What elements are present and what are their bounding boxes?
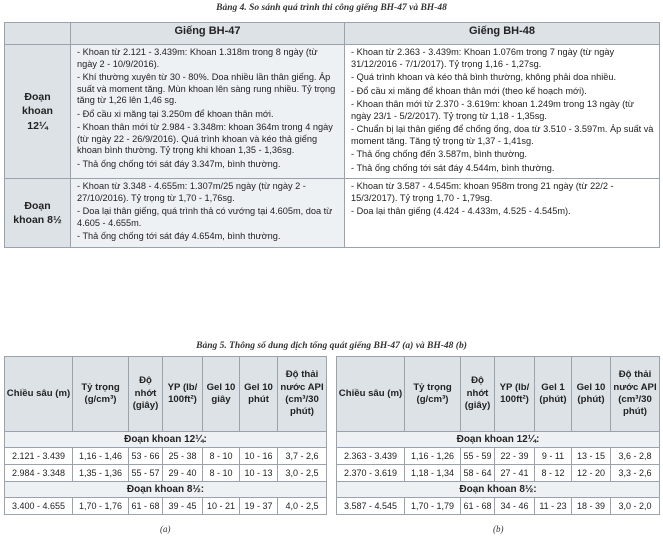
table4-cell-bh48 xyxy=(345,179,660,248)
table-cell: 1,70 - 1,76 xyxy=(73,498,129,515)
list-item: - Khí thường xuyên từ 30 - 80%. Doa nhiều lần thân giếng. Áp suất và moment tăng. Mùn khoan lên sàng rung nhiều. Tỷ trọng tăng từ 1,26 lên 1,46 sg. xyxy=(77,72,336,105)
list-item: - Khoan thân mới từ 2.984 - 3.348m: khoan 364m trong 4 ngày (từ ngày 22 - 26/9/2016). Quá trình khoan và kéo thả giếng khoan bình thường. Tỷ trọng khi khoan 1,35 - 1,36sg. xyxy=(77,122,333,155)
table-cell: 3,0 - 2,5 xyxy=(278,465,327,482)
table-cell: 22 - 39 xyxy=(495,448,535,465)
table-cell: 3.400 - 4.655 xyxy=(5,498,73,515)
table-cell: 4,0 - 2,5 xyxy=(278,498,327,515)
table-row xyxy=(5,448,327,465)
table-cell: 13 - 15 xyxy=(572,448,611,465)
table-cell: 55 - 57 xyxy=(129,465,163,482)
list-item: - Chuẩn bị lại thân giếng để chống ống, doa từ 3.510 - 3.597m. Áp suất và moment tăng. Tăng tỷ trọng từ 1,37 - 1,41sg. xyxy=(351,124,654,146)
table-cell: 10 - 21 xyxy=(203,498,240,515)
table-cell: 1,35 - 1,36 xyxy=(73,465,129,482)
row-label-line: Đoạn xyxy=(24,91,51,104)
table5-header-cell: Độ thải nước API (cm³/30 phút) xyxy=(278,357,327,432)
table5a-label: (a) xyxy=(160,524,171,534)
table5-header-row xyxy=(5,357,327,432)
table5-header-cell: Gel 10 (phút) xyxy=(572,357,611,432)
table-cell: 12 - 20 xyxy=(572,465,611,482)
list-item: - Thả ống chống đến 3.587m, bình thường. xyxy=(351,149,527,159)
table-cell: 3,3 - 2,6 xyxy=(611,465,660,482)
table-cell: 53 - 66 xyxy=(129,448,163,465)
table-cell: 2.370 - 3.619 xyxy=(337,465,405,482)
list-item: - Khoan từ 2.363 - 3.439m: Khoan 1.076m trong 7 ngày (từ ngày 31/12/2016 - 7/1/2017). Tỷ trọng 1,16 - 1,27sg. xyxy=(351,47,615,69)
table5-header-cell: Tỷ trọng (g/cm³) xyxy=(73,357,129,432)
table5b-label: (b) xyxy=(493,524,504,534)
table5-header-cell: YP (lb/ 100ft²) xyxy=(163,357,203,432)
table-cell: 3,7 - 2,6 xyxy=(278,448,327,465)
list-item: - Đổ cầu xi măng tại 3.250m để khoan thân mới. xyxy=(77,108,274,119)
table4-header-bh47: Giếng BH-47 xyxy=(71,23,345,45)
table-row xyxy=(5,498,327,515)
table-cell: 8 - 10 xyxy=(203,448,240,465)
table5-group-row xyxy=(5,432,327,448)
row-label-line: 12¼ xyxy=(27,119,48,132)
table4-caption: Bảng 4. So sánh quá trình thi công giếng BH-47 và BH-48 xyxy=(216,3,447,13)
table-cell: 10 - 16 xyxy=(240,448,278,465)
list-item: - Thả ống chống tới sát đáy 4.654m, bình thường. xyxy=(77,231,281,241)
table5-group-row xyxy=(337,482,660,498)
table5-group-label: Đoạn khoan 8½: xyxy=(5,482,327,498)
table-row xyxy=(5,465,327,482)
table-cell: 8 - 10 xyxy=(203,465,240,482)
table-cell: 27 - 41 xyxy=(495,465,535,482)
table4-comparison xyxy=(4,22,660,248)
table-cell: 25 - 38 xyxy=(163,448,203,465)
table4-row xyxy=(5,45,660,179)
table5-header-cell: YP (lb/ 100ft²) xyxy=(495,357,535,432)
list-item: - Khoan từ 3.348 - 4.655m: 1.307m/25 ngày (từ ngày 2 - 27/10/2016). Tỷ trọng từ 1,70 - 1,76sg. xyxy=(77,181,306,203)
table5-header-cell: Chiều sâu (m) xyxy=(5,357,73,432)
table-row xyxy=(337,498,660,515)
table-cell: 61 - 68 xyxy=(461,498,495,515)
table-cell: 3.587 - 4.545 xyxy=(337,498,405,515)
table5-group-label: Đoạn khoan 12¼: xyxy=(337,432,660,448)
list-item: - Thả ống chống tới sát đáy 4.544m, bình thường. xyxy=(351,162,555,173)
table4-cell-bh47 xyxy=(71,45,345,179)
table-cell: 2.984 - 3.348 xyxy=(5,465,73,482)
table5-caption: Bảng 5. Thông số dung dịch tổng quát giếng BH-47 (a) và BH-48 (b) xyxy=(196,341,467,351)
table-cell: 9 - 11 xyxy=(535,448,572,465)
table5-group-row xyxy=(337,432,660,448)
table-cell: 11 - 23 xyxy=(535,498,572,515)
table4-header-empty xyxy=(5,23,71,45)
table-cell: 19 - 37 xyxy=(240,498,278,515)
table4-row-label xyxy=(5,45,71,179)
table4-header-row xyxy=(5,23,660,45)
row-label-line: khoan xyxy=(22,105,53,118)
table5-header-cell: Gel 10 giây xyxy=(203,357,240,432)
table4-cell-bh48 xyxy=(345,45,660,179)
table4-cell-bh47 xyxy=(71,179,345,248)
table5-header-cell: Gel 10 phút xyxy=(240,357,278,432)
table4-row-label xyxy=(5,179,71,248)
list-item: - Khoan thân mới từ 2.370 - 3.619m: khoan 1.249m trong 13 ngày (từ ngày 23/1 - 5/2/2017). Tỷ trọng từ 1,18 - 1,35sg. xyxy=(351,99,634,121)
table-cell: 1,70 - 1,79 xyxy=(405,498,461,515)
table5-header-cell: Độ thải nước API (cm³/30 phút) xyxy=(611,357,660,432)
row-label-line: Đoạn xyxy=(24,199,51,212)
table5-group-label: Đoạn khoan 8½: xyxy=(337,482,660,498)
table-cell: 1,16 - 1,46 xyxy=(73,448,129,465)
table5-header-cell: Độ nhớt (giây) xyxy=(129,357,163,432)
list-item: - Khoan từ 3.587 - 4.545m: khoan 958m trong 21 ngày (từ 22/2 - 15/3/2017). Tỷ trọng 1,70 - 1,79sg. xyxy=(351,181,614,203)
list-item: - Đổ cầu xi măng để khoan thân mới (theo kế hoạch mới). xyxy=(351,85,587,96)
table5-group-row xyxy=(5,482,327,498)
table5-group-label: Đoạn khoan 12¼: xyxy=(5,432,327,448)
list-item: - Thả ống chống tới sát đáy 3.347m, bình thường. xyxy=(77,158,281,169)
table-cell: 1,16 - 1,26 xyxy=(405,448,461,465)
table-cell: 29 - 40 xyxy=(163,465,203,482)
table-cell: 58 - 64 xyxy=(461,465,495,482)
table-cell: 3,6 - 2,8 xyxy=(611,448,660,465)
table4-header-bh48: Giếng BH-48 xyxy=(345,23,660,45)
table-cell: 10 - 13 xyxy=(240,465,278,482)
table5-header-cell: Độ nhớt (giây) xyxy=(461,357,495,432)
table5-header-cell: Tỷ trọng (g/cm³) xyxy=(405,357,461,432)
table-cell: 34 - 46 xyxy=(495,498,535,515)
table-cell: 3,0 - 2,0 xyxy=(611,498,660,515)
list-item: - Khoan từ 2.121 - 3.439m: Khoan 1.318m trong 8 ngày (từ ngày 2 - 10/9/2016). xyxy=(77,47,318,69)
table-row xyxy=(337,465,660,482)
table-cell: 1,18 - 1,34 xyxy=(405,465,461,482)
table-cell: 2.121 - 3.439 xyxy=(5,448,73,465)
table-cell: 2.363 - 3.439 xyxy=(337,448,405,465)
table-cell: 55 - 59 xyxy=(461,448,495,465)
table5a-mud-parameters-bh47 xyxy=(4,356,327,515)
list-item: - Doa lại thân giếng (4.424 - 4.433m, 4.525 - 4.545m). xyxy=(351,206,571,216)
row-label-line: khoan 8½ xyxy=(13,213,62,226)
list-item: - Doa lại thân giếng, quá trình thả có vướng tại 4.605m, doa từ 4.605 - 4.655m. xyxy=(77,206,333,228)
table5-header-cell: Gel 1 (phút) xyxy=(535,357,572,432)
list-item: - Quá trình khoan và kéo thả bình thường, không phải doa nhiều. xyxy=(351,72,617,82)
table-cell: 18 - 39 xyxy=(572,498,611,515)
table-cell: 39 - 45 xyxy=(163,498,203,515)
table5-header-row xyxy=(337,357,660,432)
table5-header-cell: Chiều sâu (m) xyxy=(337,357,405,432)
table5b-mud-parameters-bh48 xyxy=(336,356,660,515)
table-cell: 61 - 68 xyxy=(129,498,163,515)
table4-row xyxy=(5,179,660,248)
table-row xyxy=(337,448,660,465)
table-cell: 8 - 12 xyxy=(535,465,572,482)
